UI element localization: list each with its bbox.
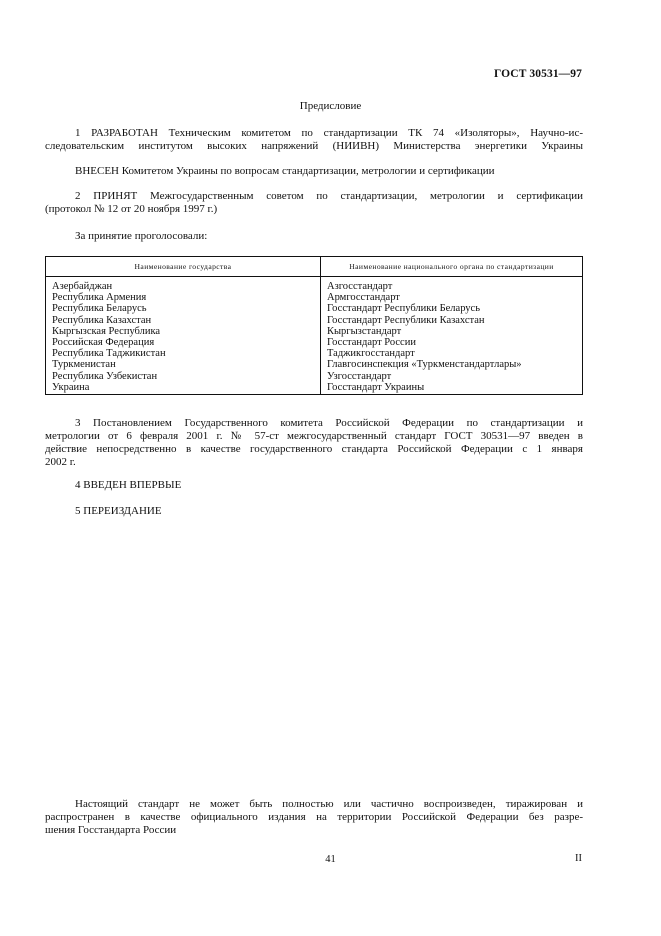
paragraph-line: следовательским институтом высоких напряжений (НИИВН) Министерства энергетики Украины (45, 140, 583, 152)
table-cell-state: Республика Узбекистан (46, 371, 321, 382)
table-header-state: Наименование государства (46, 257, 321, 277)
voting-table (45, 256, 583, 395)
paragraph-introduced-first: 4 ВВЕДЕН ВПЕРВЫЕ (75, 479, 182, 491)
table-cell-body: Кыргызстандарт (321, 326, 583, 337)
table-cell-body: Госстандарт Республики Казахстан (321, 315, 583, 326)
table-cell-body: Госстандарт Республики Беларусь (321, 303, 583, 314)
table-cell-state: Украина (46, 382, 321, 395)
table-cell-state: Туркменистан (46, 359, 321, 370)
paragraph-line: 1 РАЗРАБОТАН Техническим комитетом по стандартизации ТК 74 «Изоляторы», Научно-ис- (75, 127, 583, 139)
table-cell-state: Азербайджан (46, 277, 321, 293)
table-row (46, 315, 583, 326)
table-row (46, 382, 583, 395)
paragraph-developed-by (45, 127, 583, 153)
paragraph-copyright-notice (45, 798, 583, 837)
table-cell-body: Таджикгосстандарт (321, 348, 583, 359)
table-row (46, 359, 583, 370)
table-cell-body: Армгосстандарт (321, 292, 583, 303)
paragraph-line: действие непосредственно в качестве государственного стандарта Российской Федерации с 1 января (45, 443, 583, 455)
paragraph-line: 2002 г. (45, 456, 76, 468)
paragraph-line: Настоящий стандарт не может быть полностью или частично воспроизведен, тиражирован и (75, 798, 583, 810)
table-row (46, 326, 583, 337)
table-cell-state: Республика Беларусь (46, 303, 321, 314)
paragraph-introduced-by: ВНЕСЕН Комитетом Украины по вопросам стандартизации, метрологии и сертификации (75, 165, 495, 177)
paragraph-line: шения Госстандарта России (45, 824, 177, 836)
table-header-body: Наименование национального органа по стандартизации (321, 257, 583, 277)
gost-code-header: ГОСТ 30531—97 (493, 68, 582, 80)
table-row (46, 303, 583, 314)
table-cell-body: Госстандарт России (321, 337, 583, 348)
table-header-row (46, 257, 583, 277)
table-cell-body: Главгосинспекция «Туркменстандартлары» (321, 359, 583, 370)
page-number: 41 (325, 854, 336, 865)
page-title: Предисловие (299, 100, 362, 112)
table-row (46, 292, 583, 303)
paragraph-reissue: 5 ПЕРЕИЗДАНИЕ (75, 505, 162, 517)
paragraph-adopted-by (45, 190, 583, 216)
table-row (46, 371, 583, 382)
paragraph-decree (45, 417, 583, 469)
table-cell-body: Госстандарт Украины (321, 382, 583, 395)
table-row (46, 337, 583, 348)
table-cell-state: Республика Казахстан (46, 315, 321, 326)
paragraph-line: 3 Постановлением Государственного комитета Российской Федерации по стандартизации и (75, 417, 583, 429)
paragraph-voted-for: За принятие проголосовали: (75, 230, 208, 242)
paragraph-line: метрологии от 6 февраля 2001 г. № 57-ст межгосударственный стандарт ГОСТ 30531—97 введен в (45, 430, 583, 442)
table-row (46, 348, 583, 359)
table-cell-state: Российская Федерация (46, 337, 321, 348)
paragraph-line: распространен в качестве официального издания на территории Российской Федерации без разре- (45, 811, 583, 823)
table-cell-body: Узгосстандарт (321, 371, 583, 382)
paragraph-line: (протокол № 12 от 20 ноября 1997 г.) (45, 203, 218, 215)
table-cell-body: Азгосстандарт (321, 277, 583, 293)
edition-mark: II (575, 853, 582, 864)
table-cell-state: Кыргызская Республика (46, 326, 321, 337)
paragraph-line: 2 ПРИНЯТ Межгосударственным советом по стандартизации, метрологии и сертификации (75, 190, 583, 202)
table-cell-state: Республика Армения (46, 292, 321, 303)
table-row (46, 277, 583, 293)
table-cell-state: Республика Таджикистан (46, 348, 321, 359)
